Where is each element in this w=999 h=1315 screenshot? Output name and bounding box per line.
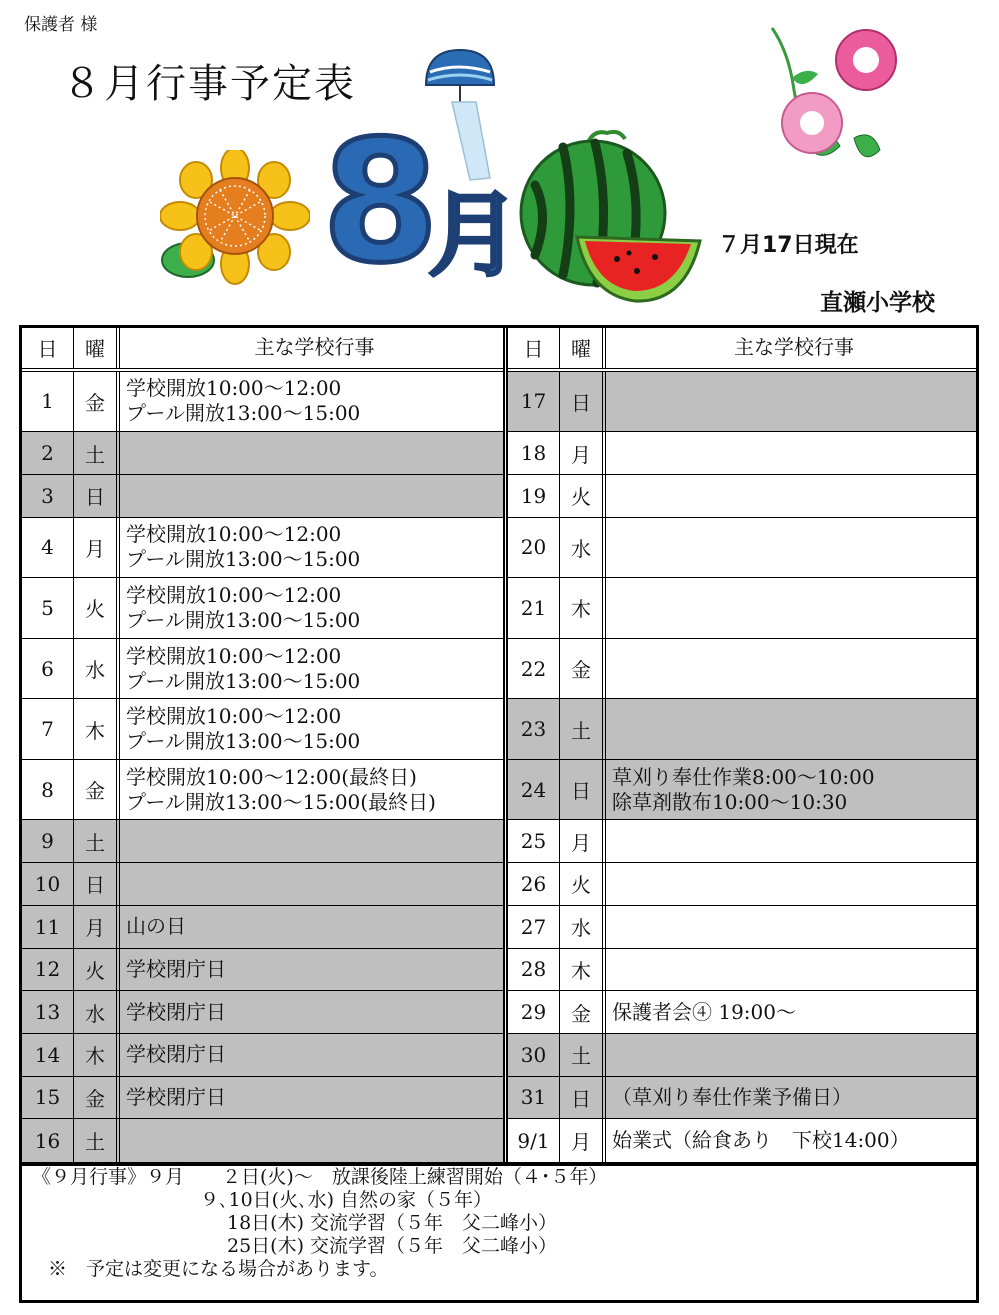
event-cell: [606, 820, 976, 862]
date-cell: 21: [508, 578, 560, 638]
event-cell: [606, 578, 976, 638]
date-cell: 25: [508, 820, 560, 862]
table-row: [22, 1034, 503, 1077]
event-cell: [606, 863, 976, 905]
table-row: [508, 372, 976, 433]
note-line: 25日(木) 交流学習（５年 父二峰小）: [227, 1235, 558, 1257]
date-cell: 30: [508, 1034, 560, 1076]
date-cell: 22: [508, 639, 560, 699]
date-cell: 3: [22, 475, 74, 517]
dow-cell: 水: [560, 518, 606, 578]
date-cell: 12: [22, 949, 74, 991]
table-row: [22, 760, 503, 821]
header-dow: 曜: [74, 328, 120, 368]
event-cell: [120, 820, 503, 862]
table-row: [22, 432, 503, 475]
event-cell: [120, 372, 503, 432]
date-cell: 5: [22, 578, 74, 638]
date-cell: 19: [508, 475, 560, 517]
dow-cell: 水: [74, 991, 120, 1033]
event-line-1: 始業式（給食あり 下校14:00）: [612, 1128, 910, 1153]
header-date: 日: [22, 328, 74, 368]
event-cell: [606, 760, 976, 820]
event-cell: [120, 760, 503, 820]
header-events: 主な学校行事: [734, 335, 854, 360]
dow-cell: 金: [74, 1077, 120, 1119]
dow-cell: 水: [74, 639, 120, 699]
date-cell: 9/1: [508, 1119, 560, 1162]
event-cell: [606, 1077, 976, 1119]
table-row: [22, 699, 503, 760]
event-cell: [606, 1034, 976, 1076]
table-row: [22, 820, 503, 863]
event-cell: [606, 949, 976, 991]
event-cell: [120, 432, 503, 474]
note-line: 《９月行事》９月 ２日(火)～ 放課後陸上練習開始（４･５年）: [32, 1166, 608, 1188]
dow-cell: 金: [74, 372, 120, 432]
date-cell: 14: [22, 1034, 74, 1076]
table-row: [508, 906, 976, 949]
date-cell: 28: [508, 949, 560, 991]
table-row: [508, 863, 976, 906]
date-cell: 2: [22, 432, 74, 474]
dow-cell: 金: [74, 760, 120, 820]
date-cell: 27: [508, 906, 560, 948]
event-line-1: 学校閉庁日: [126, 956, 226, 981]
dow-cell: 月: [74, 906, 120, 948]
date-cell: 8: [22, 760, 74, 820]
event-line-1: 学校閉庁日: [126, 1084, 226, 1109]
september-notes: [19, 1163, 979, 1303]
note-line: ※ 予定は変更になる場合があります。: [48, 1258, 389, 1280]
date-cell: 26: [508, 863, 560, 905]
date-cell: 1: [22, 372, 74, 432]
morning-glory-icon: [762, 18, 912, 193]
event-line-1: 学校開放10:00～12:00: [126, 376, 342, 401]
dow-cell: 土: [74, 820, 120, 862]
event-cell: [120, 518, 503, 578]
date-cell: 18: [508, 432, 560, 474]
date-cell: 9: [22, 820, 74, 862]
event-cell: [606, 475, 976, 517]
table-header-row: [508, 328, 976, 372]
calendar-right-half: [508, 328, 976, 1162]
event-cell: [120, 699, 503, 759]
event-line-2: プール開放13:00～15:00: [126, 547, 361, 572]
event-cell: [606, 639, 976, 699]
calendar-left-half: [22, 328, 508, 1162]
table-row: [508, 820, 976, 863]
event-cell: [120, 639, 503, 699]
date-cell: 17: [508, 372, 560, 432]
event-line-1: （草刈り奉仕作業予備日）: [612, 1084, 852, 1109]
event-calendar-table: [19, 325, 979, 1165]
table-row: [508, 432, 976, 475]
table-row: [508, 1119, 976, 1162]
event-line-1: 保護者会④ 19:00～: [612, 999, 796, 1024]
table-row: [22, 475, 503, 518]
dow-cell: 金: [560, 639, 606, 699]
dow-cell: 土: [560, 1034, 606, 1076]
event-line-1: 学校開放10:00～12:00: [126, 643, 342, 668]
big-month-number: 8: [322, 104, 439, 300]
dow-cell: 日: [74, 863, 120, 905]
dow-cell: 日: [560, 760, 606, 820]
date-cell: 10: [22, 863, 74, 905]
date-cell: 11: [22, 906, 74, 948]
dow-cell: 日: [74, 475, 120, 517]
table-row: [22, 991, 503, 1034]
page-title: ８月行事予定表: [62, 61, 356, 107]
dow-cell: 火: [560, 863, 606, 905]
event-cell: [120, 1034, 503, 1076]
table-row: [508, 699, 976, 760]
dow-cell: 日: [560, 1077, 606, 1119]
table-row: [22, 906, 503, 949]
event-line-2: プール開放13:00～15:00: [126, 668, 361, 693]
dow-cell: 月: [560, 820, 606, 862]
table-row: [508, 1034, 976, 1077]
event-cell: [120, 1119, 503, 1162]
date-cell: 15: [22, 1077, 74, 1119]
event-line-2: プール開放13:00～15:00: [126, 729, 361, 754]
table-row: [22, 578, 503, 639]
event-cell: [120, 949, 503, 991]
date-cell: 29: [508, 991, 560, 1033]
event-cell: [606, 991, 976, 1033]
event-line-1: 学校開放10:00～12:00(最終日): [126, 764, 417, 789]
dow-cell: 月: [560, 432, 606, 474]
dow-cell: 木: [560, 949, 606, 991]
table-row: [22, 1119, 503, 1162]
note-line: ９､10日(火､水) 自然の家（５年）: [200, 1189, 493, 1211]
school-name: 直瀬小学校: [820, 290, 935, 316]
table-row: [22, 949, 503, 992]
date-cell: 7: [22, 699, 74, 759]
date-cell: 23: [508, 699, 560, 759]
dow-cell: 水: [560, 906, 606, 948]
date-cell: 24: [508, 760, 560, 820]
table-row: [508, 991, 976, 1034]
table-row: [508, 518, 976, 579]
event-cell: [120, 1077, 503, 1119]
table-row: [22, 639, 503, 700]
event-line-1: 学校開放10:00～12:00: [126, 582, 342, 607]
dow-cell: 木: [74, 699, 120, 759]
dow-cell: 月: [74, 518, 120, 578]
date-cell: 31: [508, 1077, 560, 1119]
date-cell: 16: [22, 1119, 74, 1162]
table-row: [508, 760, 976, 821]
event-cell: [120, 906, 503, 948]
table-row: [22, 863, 503, 906]
dow-cell: 金: [560, 991, 606, 1033]
dow-cell: 木: [560, 578, 606, 638]
event-line-1: 山の日: [126, 914, 186, 939]
event-cell: [120, 991, 503, 1033]
event-cell: [606, 906, 976, 948]
event-cell: [606, 372, 976, 432]
date-cell: 4: [22, 518, 74, 578]
event-cell: [606, 432, 976, 474]
big-month-char: 月: [428, 182, 521, 289]
recipient-label: 保護者 様: [24, 15, 98, 35]
dow-cell: 土: [560, 699, 606, 759]
event-cell: [120, 475, 503, 517]
header-dow: 曜: [560, 328, 606, 368]
event-line-2: 除草剤散布10:00～10:30: [612, 789, 848, 814]
table-header-row: [22, 328, 503, 372]
watermelon-icon: [515, 125, 705, 305]
event-cell: [606, 1119, 976, 1162]
dow-cell: 土: [74, 432, 120, 474]
date-cell: 13: [22, 991, 74, 1033]
date-cell: 20: [508, 518, 560, 578]
dow-cell: 火: [560, 475, 606, 517]
sunflower-icon: [160, 150, 310, 285]
table-row: [508, 639, 976, 700]
header-events: 主な学校行事: [254, 335, 375, 360]
event-line-1: 学校閉庁日: [126, 1042, 226, 1067]
header-date: 日: [508, 328, 560, 368]
dow-cell: 木: [74, 1034, 120, 1076]
date-cell: 6: [22, 639, 74, 699]
table-row: [22, 372, 503, 433]
dow-cell: 火: [74, 578, 120, 638]
table-row: [22, 1077, 503, 1120]
as-of-date: ７月17日現在: [718, 233, 859, 258]
event-line-1: 草刈り奉仕作業8:00～10:00: [612, 764, 875, 789]
table-row: [22, 518, 503, 579]
event-cell: [606, 518, 976, 578]
table-row: [508, 475, 976, 518]
event-line-1: 学校開放10:00～12:00: [126, 522, 342, 547]
table-row: [508, 949, 976, 992]
event-cell: [606, 699, 976, 759]
dow-cell: 火: [74, 949, 120, 991]
table-row: [508, 578, 976, 639]
event-cell: [120, 578, 503, 638]
event-line-1: 学校閉庁日: [126, 999, 226, 1024]
dow-cell: 土: [74, 1119, 120, 1162]
event-line-2: プール開放13:00～15:00(最終日): [126, 789, 436, 814]
table-row: [508, 1077, 976, 1120]
event-line-2: プール開放13:00～15:00: [126, 401, 361, 426]
event-cell: [120, 863, 503, 905]
dow-cell: 日: [560, 372, 606, 432]
note-line: 18日(木) 交流学習（５年 父二峰小）: [227, 1212, 558, 1234]
dow-cell: 月: [560, 1119, 606, 1162]
event-line-1: 学校開放10:00～12:00: [126, 704, 342, 729]
event-line-2: プール開放13:00～15:00: [126, 607, 361, 632]
